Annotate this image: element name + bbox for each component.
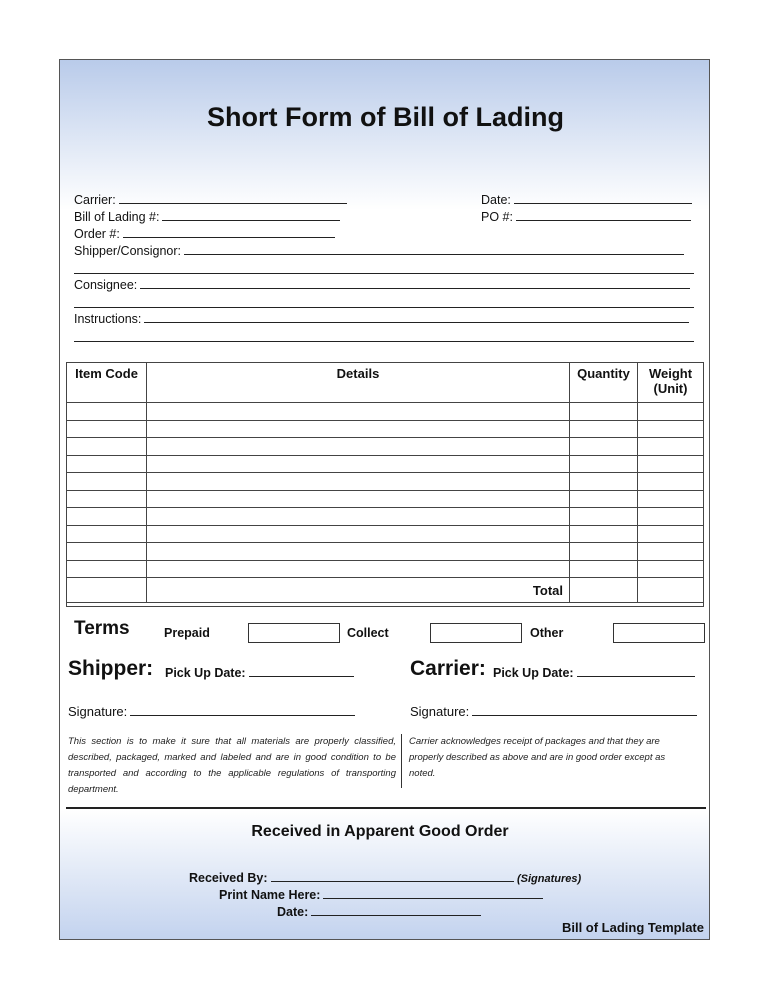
shipper-consignor-label: Shipper/Consignor: [74,244,182,258]
table-cell[interactable] [570,490,638,508]
table-row [67,490,704,508]
instructions-label: Instructions: [74,312,142,326]
carrier-pickup-field[interactable] [493,666,695,680]
table-row [67,473,704,491]
divider [74,307,694,308]
header-quantity: Quantity [570,363,638,403]
prepaid-label: Prepaid [164,626,210,640]
header-details: Details [147,363,570,403]
table-cell[interactable] [67,490,147,508]
table-cell[interactable] [570,438,638,456]
terms-label: Terms [74,618,130,639]
table-row [67,420,704,438]
table-cell[interactable] [67,508,147,526]
collect-label: Collect [347,626,389,640]
carrier-note: Carrier acknowledges receipt of packages and that they are properly described as above and are in good order except as noted. [409,736,666,779]
instructions-field[interactable] [74,312,689,326]
table-row [67,543,704,561]
table-cell[interactable] [570,455,638,473]
shipper-signature-label: Signature: [68,704,128,719]
bill-of-lading-form [59,59,710,940]
bol-field[interactable] [74,210,340,224]
table-cell[interactable] [67,578,147,603]
po-label: PO #: [481,210,513,224]
received-date-field[interactable] [277,905,481,919]
items-table [66,362,704,607]
order-label: Order #: [74,227,120,241]
consignee-label: Consignee: [74,278,138,292]
table-cell[interactable] [147,420,570,438]
footer-label: Bill of Lading Template [561,920,704,935]
carrier-heading: Carrier: [410,657,486,680]
carrier-label: Carrier: [74,193,116,207]
table-cell[interactable] [67,525,147,543]
table-cell[interactable] [67,473,147,491]
table-cell[interactable] [147,473,570,491]
total-weight-cell[interactable] [638,578,704,603]
collect-box[interactable] [430,623,522,643]
shipper-pickup-label: Pick Up Date: [165,666,246,680]
table-cell[interactable] [570,560,638,578]
table-cell[interactable] [638,560,704,578]
table-cell[interactable] [570,403,638,421]
shipper-signature-field[interactable] [68,704,355,719]
table-cell[interactable] [147,525,570,543]
table-cell[interactable] [638,420,704,438]
shipper-note: This section is to make it sure that all materials are properly classified, described, packaged, marked and labeled and are in good condition to be transported and according to the applicable regulations of transporting department. [68,736,396,795]
table-row [67,560,704,578]
table-cell[interactable] [147,403,570,421]
table-cell[interactable] [67,560,147,578]
table-cell[interactable] [147,508,570,526]
total-row [67,578,704,603]
page-title: Short Form of Bill of Lading [207,102,564,132]
table-cell[interactable] [638,525,704,543]
table-cell[interactable] [147,438,570,456]
table-row [67,508,704,526]
table-cell[interactable] [638,438,704,456]
consignee-field[interactable] [74,278,690,292]
table-cell[interactable] [67,403,147,421]
other-label: Other [530,626,564,640]
shipper-pickup-field[interactable] [165,666,354,680]
shipper-consignor-field[interactable] [74,244,684,258]
table-cell[interactable] [638,473,704,491]
prepaid-box[interactable] [248,623,340,643]
total-quantity-cell[interactable] [570,578,638,603]
header-item-code: Item Code [67,363,147,403]
table-cell[interactable] [638,543,704,561]
table-row [67,455,704,473]
carrier-field[interactable] [74,193,347,207]
received-by-label: Received By: [189,871,268,885]
carrier-signature-label: Signature: [410,704,470,719]
divider [74,341,694,342]
table-cell[interactable] [147,543,570,561]
table-cell[interactable] [147,455,570,473]
table-row [67,525,704,543]
table-row [67,403,704,421]
print-name-field[interactable] [219,888,543,902]
order-field[interactable] [74,227,335,241]
table-cell[interactable] [570,420,638,438]
table-cell[interactable] [570,473,638,491]
received-by-field[interactable] [189,871,581,885]
table-cell[interactable] [570,543,638,561]
table-cell[interactable] [638,508,704,526]
table-cell[interactable] [570,508,638,526]
header-weight: Weight (Unit) [638,363,704,403]
table-cell[interactable] [147,490,570,508]
divider [74,273,694,274]
shipper-heading: Shipper: [68,657,154,680]
table-cell[interactable] [570,525,638,543]
print-name-label: Print Name Here: [219,888,321,902]
table-cell[interactable] [638,403,704,421]
received-heading: Received in Apparent Good Order [251,823,509,840]
table-cell[interactable] [147,560,570,578]
other-box[interactable] [613,623,705,643]
date-label: Date: [481,193,511,207]
table-cell[interactable] [67,438,147,456]
table-row [67,438,704,456]
total-label: Total [147,578,570,603]
table-cell[interactable] [67,420,147,438]
divider [401,734,402,788]
date-field[interactable] [481,193,692,207]
table-cell[interactable] [638,455,704,473]
table-footer-row [67,603,704,607]
table-cell[interactable] [67,543,147,561]
bol-label: Bill of Lading #: [74,210,160,224]
table-cell[interactable] [67,455,147,473]
section-divider [66,807,706,809]
po-field[interactable] [481,210,691,224]
received-date-label: Date: [277,905,309,919]
table-cell[interactable] [638,490,704,508]
carrier-pickup-label: Pick Up Date: [493,666,574,680]
signatures-note: (Signatures) [517,873,582,885]
carrier-signature-field[interactable] [410,704,697,719]
